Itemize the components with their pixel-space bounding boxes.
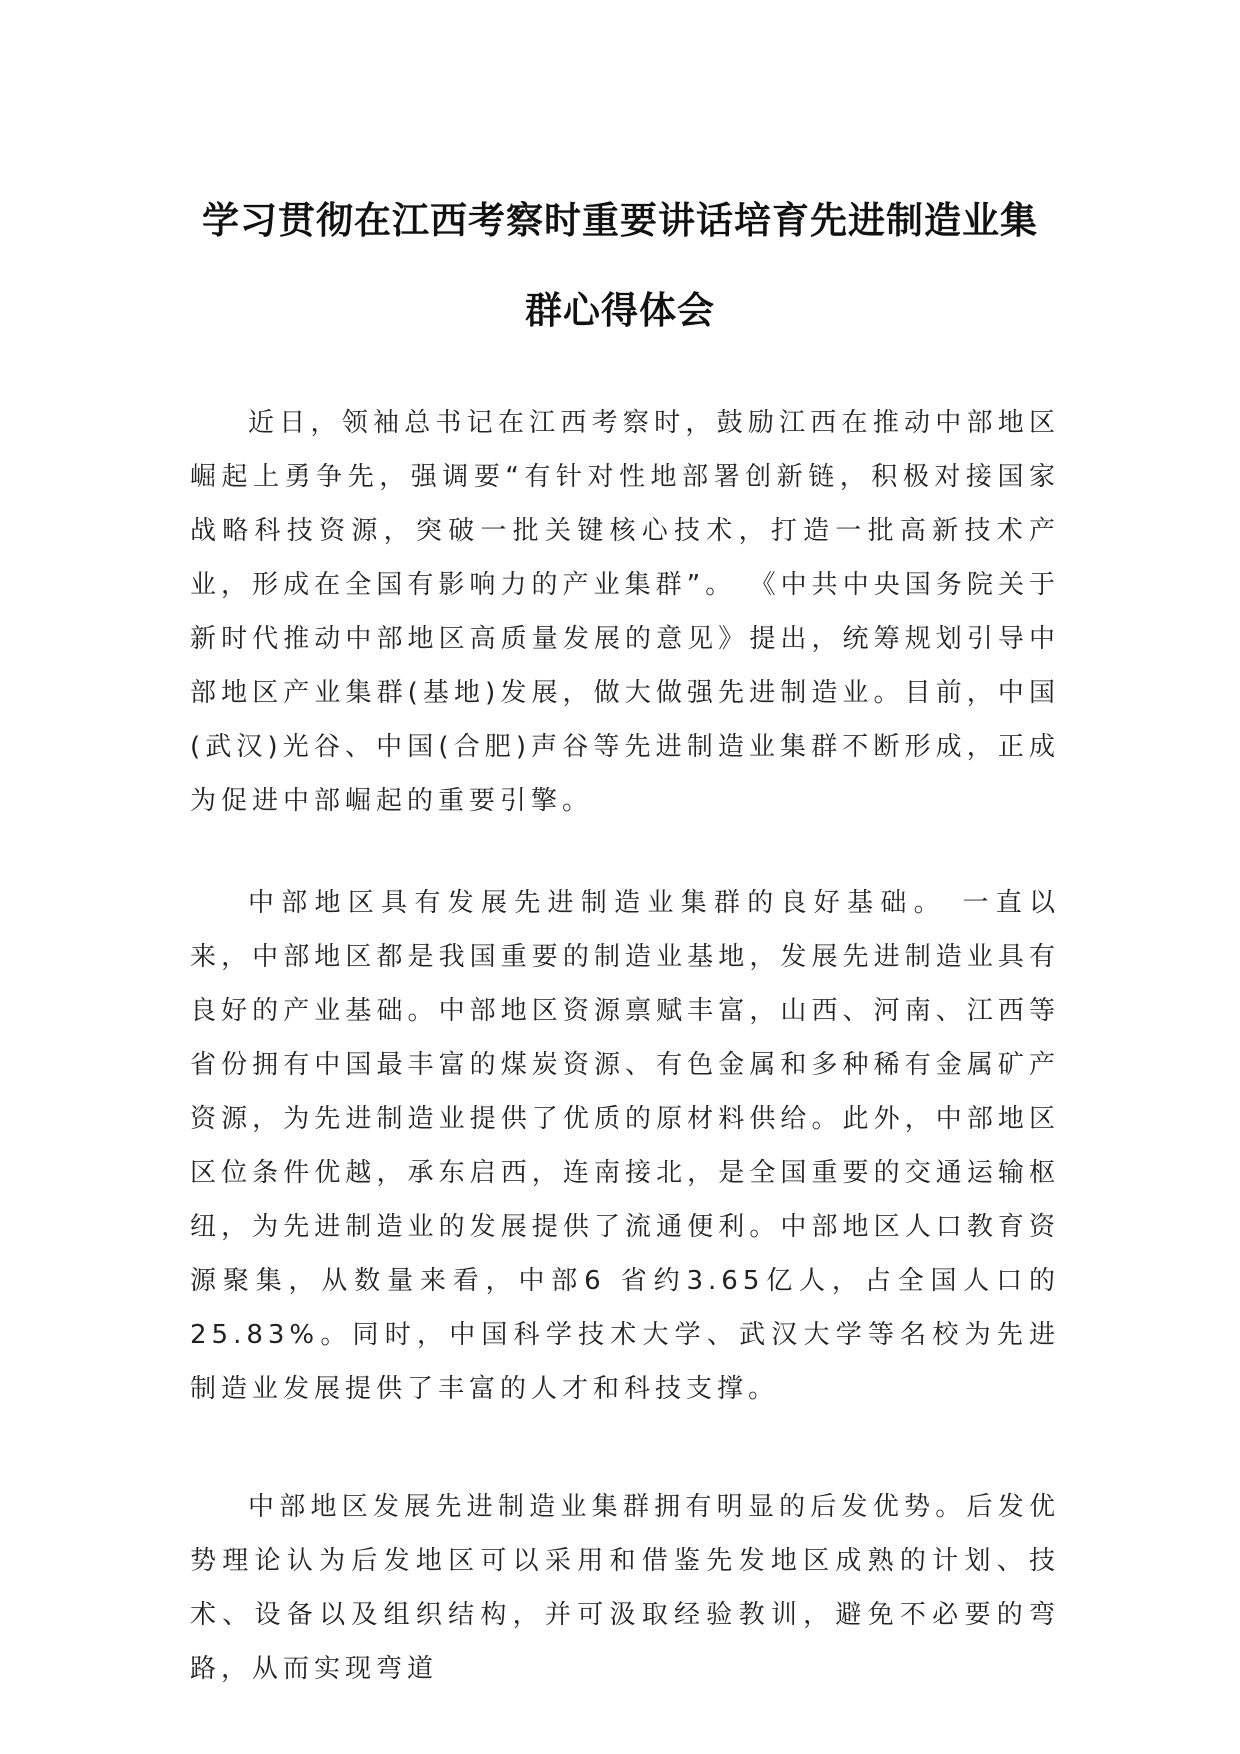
paragraph-2: 中部地区具有发展先进制造业集群的良好基础。 一直以来，中部地区都是我国重要的制造业基地，发展先进制造业具有良好的产业基础。中部地区资源禀赋丰富，山西、河南、江西等省份拥有中国最丰富的煤炭资源、有色金属和多种稀有金属矿产资源，为先进制造业提供了优质的原材料供给。此外，中部地区区位条件优越，承东启西，连南接北，是全国重要的交通运输枢纽，为先进制造业的发展提供了流通便利。中部地区人口教育资源聚集，从数量来看，中部6 省约3.65亿人，占全国人口的25.83%。同时，中国科学技术大学、武汉大学等名校为先进制造业发展提供了丰富的人才和科技支撑。 (190, 888, 1060, 1404)
document-title-line-1: 学习贯彻在江西考察时重要讲话培育先进制造业集 (202, 198, 1038, 242)
paragraph-1: 近日，领袖总书记在江西考察时，鼓励江西在推动中部地区崛起上勇争先，强调要“有针对性地部署创新链，积极对接国家战略科技资源，突破一批关键核心技术，打造一批高新技术产业，形成在全国有影响力的产业集群”。 《中共中央国务院关于新时代推动中部地区高质量发展的意见》提出，统筹规划引导中部地区产业集群(基地)发展，做大做强先进制造业。目前，中国(武汉)光谷、中国(合肥)声谷等先进制造业集群不断形成，正成为促进中部崛起的重要引擎。 (190, 408, 1060, 816)
document-title-line-2: 群心得体会 (525, 288, 715, 332)
paragraph-3: 中部地区发展先进制造业集群拥有明显的后发优势。后发优势理论认为后发地区可以采用和借鉴先发地区成熟的计划、技术、设备以及组织结构，并可汲取经验教训，避免不必要的弯路，从而实现弯道 (190, 1492, 1060, 1684)
